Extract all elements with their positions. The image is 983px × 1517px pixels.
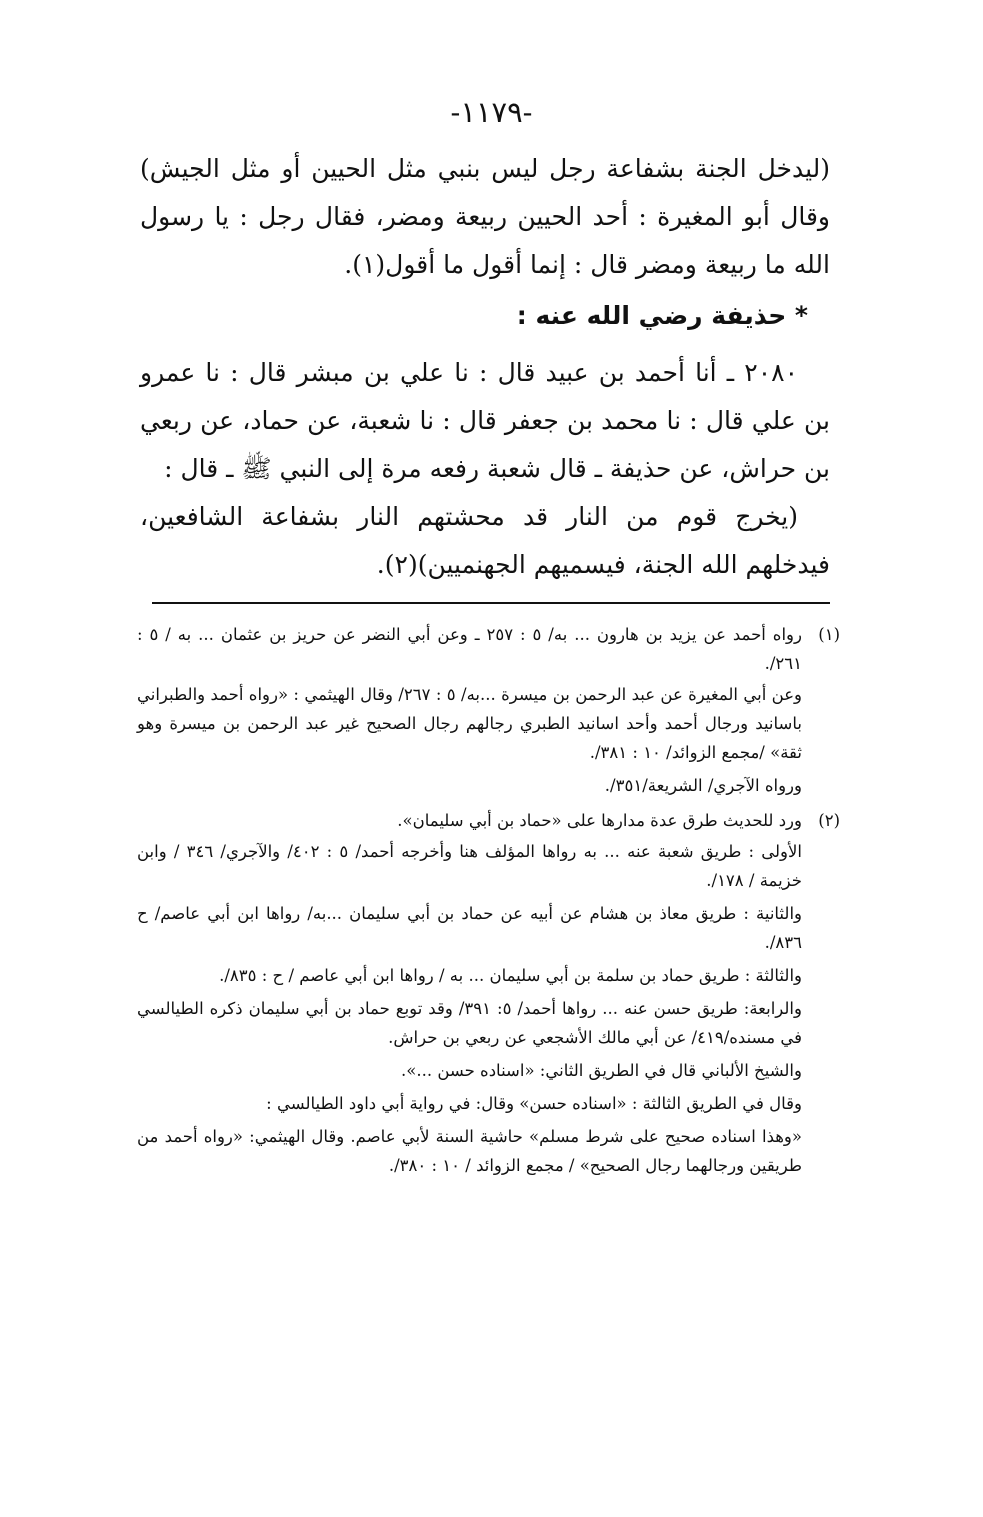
section-heading: * حذيفة رضي الله عنه : bbox=[516, 301, 808, 330]
footnote-2 bbox=[137, 806, 840, 1180]
hadith-text-paragraph: (ليدخل الجنة بشفاعة رجل ليس بنبي مثل الحيين أو مثل الجيش) وقال أبو المغيرة : أحد الحيين ربيعة ومضر، فقال رجل : يا رسول الله ما ربيعة ومضر قال : إنما أقول ما أقول(١). bbox=[140, 154, 830, 279]
hadith-matn-paragraph: (يخرج قوم من النار قد محشتهم النار بشفاعة الشافعين، فيدخلهم الله الجنة، فيسميهم الجهنميين)(٢). bbox=[140, 502, 830, 579]
hadith-isnad-paragraph: ٢٠٨٠ ـ أنا أحمد بن عبيد قال : نا علي بن مبشر قال : نا عمرو بن علي قال : نا محمد بن جعفر قال : نا شعبة، عن حماد، عن ربعي بن حراش، عن حذيفة ـ قال شعبة رفعه مرة إلى النبي ﷺ ـ قال : bbox=[140, 358, 830, 483]
footnote-text: ورواه الآجري/ الشريعة/٣٥١/. bbox=[604, 776, 802, 795]
footnotes bbox=[137, 620, 840, 1186]
footnote-1 bbox=[137, 620, 840, 800]
footnote-number: (١) bbox=[818, 625, 840, 644]
footnote-text: ورد للحديث طرق عدة مدارها على «حماد بن أبي سليمان». bbox=[397, 811, 802, 830]
footnote-text: والرابعة: طريق حسن عنه ... رواها أحمد/ ٥: ٣٩١/ وقد توبع حماد بن أبي سليمان ذكره الطيالسي في مسنده/٤١٩/ عن أبي مالك الأشجعي عن ربعي بن حراش. bbox=[137, 999, 802, 1047]
footnote-text: وقال في الطريق الثالثة : «اسناده حسن» وقال: في رواية أبي داود الطيالسي : bbox=[266, 1094, 802, 1113]
footnote-divider bbox=[152, 602, 830, 604]
footnote-text: وعن أبي المغيرة عن عبد الرحمن بن ميسرة ...به/ ٥ : ٢٦٧/ وقال الهيثمي : «رواه أحمد والطبراني باسانيد ورجال أحمد وأحد اسانيد الطبري رجالهم رجال الصحيح غير عبد الرحمن بن ميسرة وهو ثقة» /مجمع الزوائد/ ١٠ : ٣٨١/. bbox=[137, 685, 803, 762]
footnote-text: الأولى : طريق شعبة عنه ... به رواها المؤلف هنا وأخرجه أحمد/ ٥ : ٤٠٢/ والآجري/ ٣٤٦ / وابن خزيمة / ١٧٨/. bbox=[137, 842, 802, 890]
footnote-text: والثالثة : طريق حماد بن سلمة بن أبي سليمان ... به / رواها ابن أبي عاصم / ح : ٨٣٥/. bbox=[219, 966, 802, 985]
page-number: -١١٧٩- bbox=[450, 95, 533, 129]
footnote-text: رواه أحمد عن يزيد بن هارون ... به/ ٥ : ٢٥٧ ـ وعن أبي النضر عن حريز بن عثمان ... به / ٥ : ٢٦١/. bbox=[137, 625, 802, 673]
footnote-number: (٢) bbox=[818, 811, 840, 830]
footnote-text: «وهذا اسناده صحيح على شرط مسلم» حاشية السنة لأبي عاصم. وقال الهيثمي: «رواه أحمد من طريقين ورجالهما رجال الصحيح» / مجمع الزوائد / ١٠ : ٣٨٠/. bbox=[137, 1127, 802, 1175]
footnote-text: والشيخ الألباني قال في الطريق الثاني: «اسناده حسن ...». bbox=[401, 1061, 802, 1080]
main-text bbox=[140, 145, 830, 589]
footnote-text: والثانية : طريق معاذ بن هشام عن أبيه عن حماد بن أبي سليمان ...به/ رواها ابن أبي عاصم/ ح ٨٣٦/. bbox=[137, 904, 802, 952]
